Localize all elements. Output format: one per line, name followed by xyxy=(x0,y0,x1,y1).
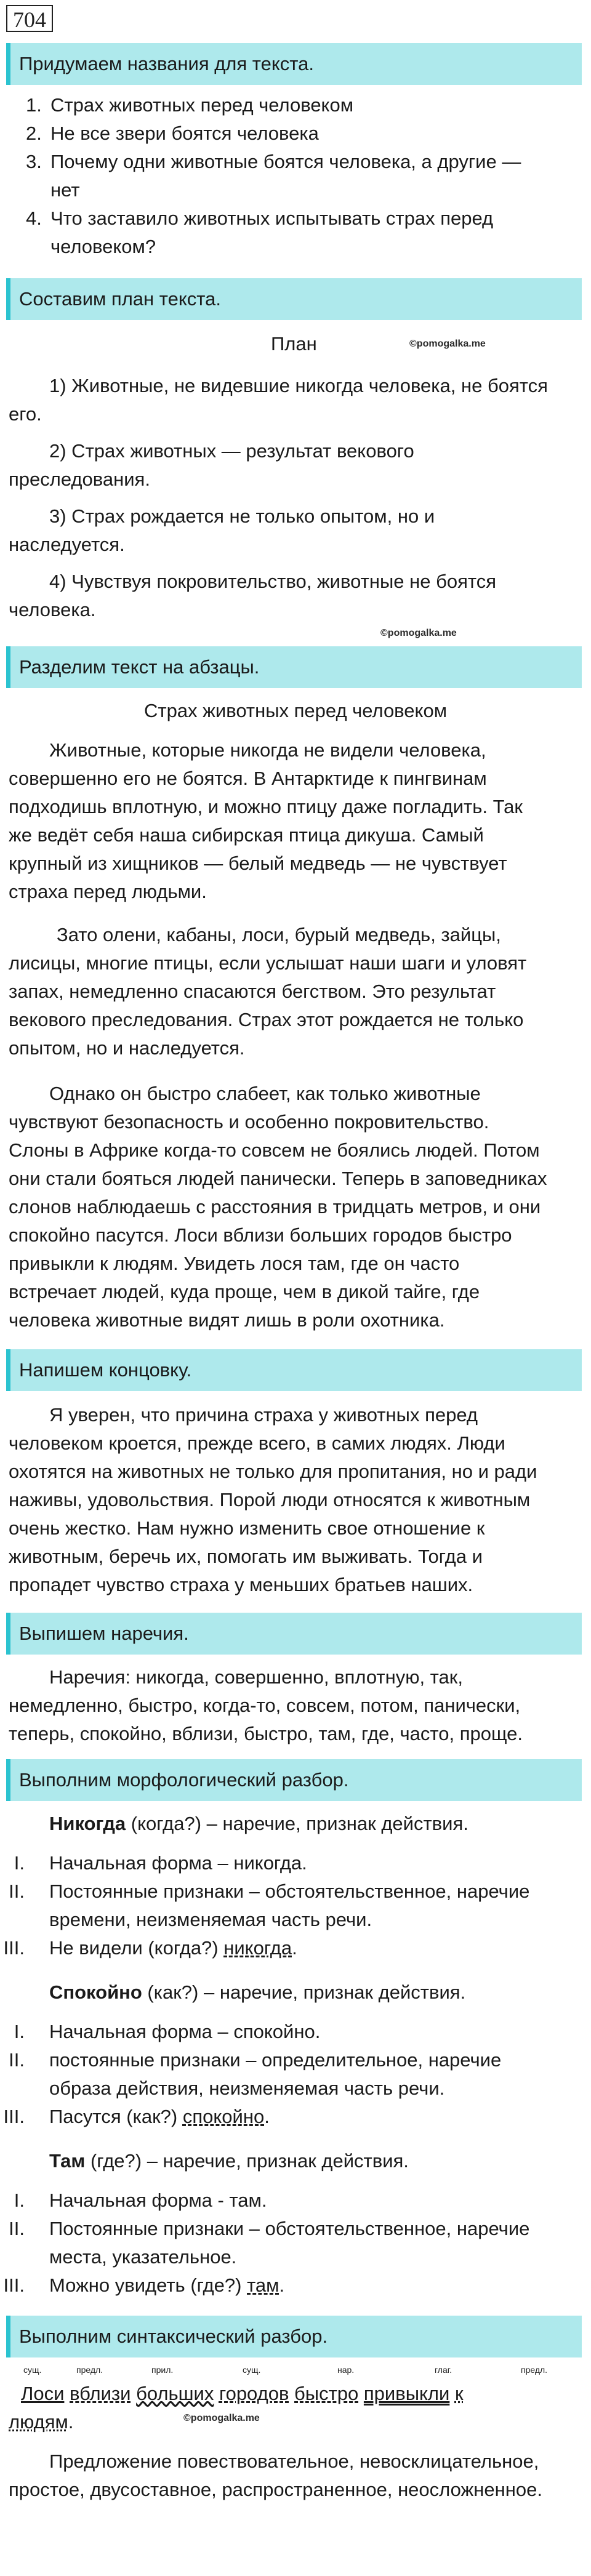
pos-tag: сущ. xyxy=(23,2365,42,2375)
sentence-dot: . xyxy=(68,2411,74,2433)
morph-row: времени, неизменяемая часть речи. xyxy=(49,1909,372,1930)
adverbs-line: теперь, спокойно, вблизи, быстро, там, где, часто, проще. xyxy=(9,1723,523,1744)
morph-row: Начальная форма – спокойно. xyxy=(49,2021,321,2042)
watermark: ©pomogalka.me xyxy=(380,628,457,638)
list-item: человеком? xyxy=(50,236,156,257)
paragraph-line: Зато олени, кабаны, лоси, бурый медведь, зайцы, xyxy=(57,924,501,945)
section-header-syntax: Выполним синтаксический разбор. xyxy=(6,2316,582,2357)
morph-row: Постоянные признаки – обстоятельственное, наречие xyxy=(49,1880,530,1902)
ending-line: пропадет чувство страха у меньших братьев наших. xyxy=(9,1574,473,1595)
morph-word-heading xyxy=(49,1978,465,2006)
roman-numeral: II. xyxy=(9,2049,25,2071)
pos-tag: нар. xyxy=(337,2365,355,2375)
sentence-word: людям xyxy=(9,2411,68,2433)
roman-numeral: I. xyxy=(14,2189,25,2211)
morph-word-heading xyxy=(49,2147,409,2175)
ending-line: человеком кроется, прежде всего, в самих людях. Люди xyxy=(9,1432,505,1454)
roman-numeral: I. xyxy=(14,2021,25,2042)
paragraph-line: чувствуют безопасность и особенно покровительство. xyxy=(9,1111,489,1133)
paragraph-line: Животные, которые никогда не видели человека, xyxy=(49,739,486,761)
sentence-word: быстро xyxy=(294,2383,359,2404)
morph-row: постоянные признаки – определительное, наречие xyxy=(49,2049,502,2071)
syntax-description: Предложение повествовательное, невосклицательное, xyxy=(49,2450,539,2472)
list-item: Не все звери боятся человека xyxy=(50,122,319,144)
underlined-word: никогда xyxy=(223,1937,292,1959)
morph-row: Начальная форма – никогда. xyxy=(49,1852,307,1874)
paragraph-line: же ведёт себя наша сибирская птица дикуша. Самый xyxy=(9,824,484,846)
morph-word-desc: (когда?) – наречие, признак действия. xyxy=(126,1813,468,1834)
plan-line: 1) Животные, не видевшие никогда человека, не боятся xyxy=(49,375,548,396)
list-item: Страх животных перед человеком xyxy=(50,94,354,116)
paragraph-line: опытом, но и наследуется. xyxy=(9,1037,245,1059)
ending-line: наживы, удовольствия. Порой люди относятся к животным xyxy=(9,1489,531,1511)
section-header-titles: Придумаем названия для текста. xyxy=(6,43,582,85)
list-number: 1. xyxy=(26,94,42,116)
sentence-word-predicate: привыкли xyxy=(363,2383,450,2404)
morph-word: Там xyxy=(49,2150,86,2172)
paragraph-line: совершенно его не боятся. В Антарктиде к пингвинам xyxy=(9,768,487,789)
morph-word: Спокойно xyxy=(49,1981,142,2003)
roman-numeral: I. xyxy=(14,1852,25,1874)
morph-row-text: Не видели (когда?) xyxy=(49,1937,224,1959)
paragraph-line: лисицы, многие птицы, если услышат наши шаги и уловят xyxy=(9,952,527,974)
paragraph-line: подходишь вплотную, и можно птицу даже погладить. Так xyxy=(9,796,523,817)
adverbs-line: немедленно, быстро, когда-то, совсем, потом, панически, xyxy=(9,1695,521,1716)
pos-tag: глаг. xyxy=(435,2365,452,2375)
paragraph-line: Слоны в Африке когда-то совсем не боялись людей. Потом xyxy=(9,1139,540,1161)
morph-row-dot: . xyxy=(279,2274,285,2296)
list-number: 3. xyxy=(26,151,42,172)
list-number: 2. xyxy=(26,122,42,144)
pos-tag: прил. xyxy=(151,2365,174,2375)
paragraph-line: страха перед людьми. xyxy=(9,881,207,902)
plan-line: его. xyxy=(9,403,42,425)
syntax-sentence-cont xyxy=(9,2408,73,2436)
sentence-word-subject: Лоси xyxy=(21,2383,65,2404)
syntax-description: простое, двусоставное, распространенное, неосложненное. xyxy=(9,2479,542,2500)
paragraph-line: привыкли к людям. Увидеть лося там, где он часто xyxy=(9,1253,460,1274)
plan-line: 4) Чувствуя покровительство, животные не боятся xyxy=(49,571,497,592)
plan-title: План xyxy=(271,333,317,355)
sentence-word: вблизи xyxy=(70,2383,131,2404)
sentence-word: к xyxy=(454,2383,464,2404)
morph-row-text: Пасутся (как?) xyxy=(49,2106,183,2127)
section-header-adverbs: Выпишем наречия. xyxy=(6,1613,582,1655)
morph-row: образа действия, неизменяемая часть речи. xyxy=(49,2077,445,2099)
adverbs-line: Наречия: никогда, совершенно, вплотную, так, xyxy=(49,1666,463,1688)
plan-line: 2) Страх животных — результат векового xyxy=(49,440,414,462)
paragraph-line: спокойно пасутся. Лоси вблизи больших городов быстро xyxy=(9,1224,512,1246)
morph-row: места, указательное. xyxy=(49,2246,237,2268)
roman-numeral: III. xyxy=(3,2106,25,2127)
list-number: 4. xyxy=(26,207,42,229)
paragraph-line: человека животные видят лишь в роли охотника. xyxy=(9,1309,445,1331)
watermark: ©pomogalka.me xyxy=(183,2413,260,2423)
roman-numeral: II. xyxy=(9,1880,25,1902)
underlined-word: там xyxy=(247,2274,279,2296)
section-header-morphology: Выполним морфологический разбор. xyxy=(6,1759,582,1801)
section-header-ending: Напишем концовку. xyxy=(6,1349,582,1391)
task-number: 704 xyxy=(6,5,53,32)
list-item: Что заставило животных испытывать страх перед xyxy=(50,207,494,229)
section-header-plan: Составим план текста. xyxy=(6,278,582,320)
pos-tag: сущ. xyxy=(243,2365,261,2375)
morph-word-desc: (как?) – наречие, признак действия. xyxy=(142,1981,466,2003)
morph-word: Никогда xyxy=(49,1813,126,1834)
roman-numeral: III. xyxy=(3,2274,25,2296)
plan-line: человека. xyxy=(9,599,96,620)
watermark: ©pomogalka.me xyxy=(409,339,486,349)
paragraph-line: слонов наблюдаешь с расстояния в тридцать метров, и они xyxy=(9,1196,541,1218)
paragraph-line: крупный из хищников — белый медведь — не чувствует xyxy=(9,853,507,874)
ending-line: очень жестко. Нам нужно изменить свое отношение к xyxy=(9,1517,485,1539)
morph-row: Постоянные признаки – обстоятельственное, наречие xyxy=(49,2218,530,2239)
pos-tag: предл. xyxy=(76,2365,103,2375)
plan-line: 3) Страх рождается не только опытом, но и xyxy=(49,505,435,527)
roman-numeral: III. xyxy=(3,1937,25,1959)
morph-row: Начальная форма - там. xyxy=(49,2189,267,2211)
morph-row xyxy=(49,2103,270,2130)
morph-row-text: Можно увидеть (где?) xyxy=(49,2274,247,2296)
paragraph-line: они стали бояться людей панически. Теперь в заповедниках xyxy=(9,1168,547,1189)
paragraph-line: запах, немедленно спасаются бегством. Это результат xyxy=(9,981,496,1002)
paragraph-line: Однако он быстро слабеет, как только животные xyxy=(49,1083,481,1104)
morph-row-dot: . xyxy=(264,2106,270,2127)
roman-numeral: II. xyxy=(9,2218,25,2239)
morph-word-desc: (где?) – наречие, признак действия. xyxy=(85,2150,409,2172)
paragraph-line: векового преследования. Страх этот рождается не только xyxy=(9,1009,524,1030)
ending-line: охотятся на животных не только для пропитания, но и ради xyxy=(9,1461,537,1482)
ending-line: животным, беречь их, помогать им выживать. Тогда и xyxy=(9,1546,483,1567)
morph-row xyxy=(49,2271,284,2299)
sentence-word: больших xyxy=(136,2383,214,2404)
sentence-word: городов xyxy=(219,2383,289,2404)
morph-row-dot: . xyxy=(292,1937,297,1959)
syntax-sentence xyxy=(21,2380,464,2407)
underlined-word: спокойно xyxy=(182,2106,265,2127)
list-item: нет xyxy=(50,179,80,201)
plan-line: преследования. xyxy=(9,468,150,490)
text-title: Страх животных перед человеком xyxy=(143,700,448,721)
plan-line: наследуется. xyxy=(9,534,125,555)
list-item: Почему одни животные боятся человека, а другие — xyxy=(50,151,521,172)
morph-row xyxy=(49,1934,297,1962)
morph-word-heading xyxy=(49,1810,468,1837)
pos-tag: предл. xyxy=(521,2365,548,2375)
paragraph-line: встречает людей, куда проще, чем в дикой тайге, где xyxy=(9,1281,480,1302)
section-header-paragraphs: Разделим текст на абзацы. xyxy=(6,646,582,688)
ending-line: Я уверен, что причина страха у животных перед xyxy=(49,1404,478,1426)
